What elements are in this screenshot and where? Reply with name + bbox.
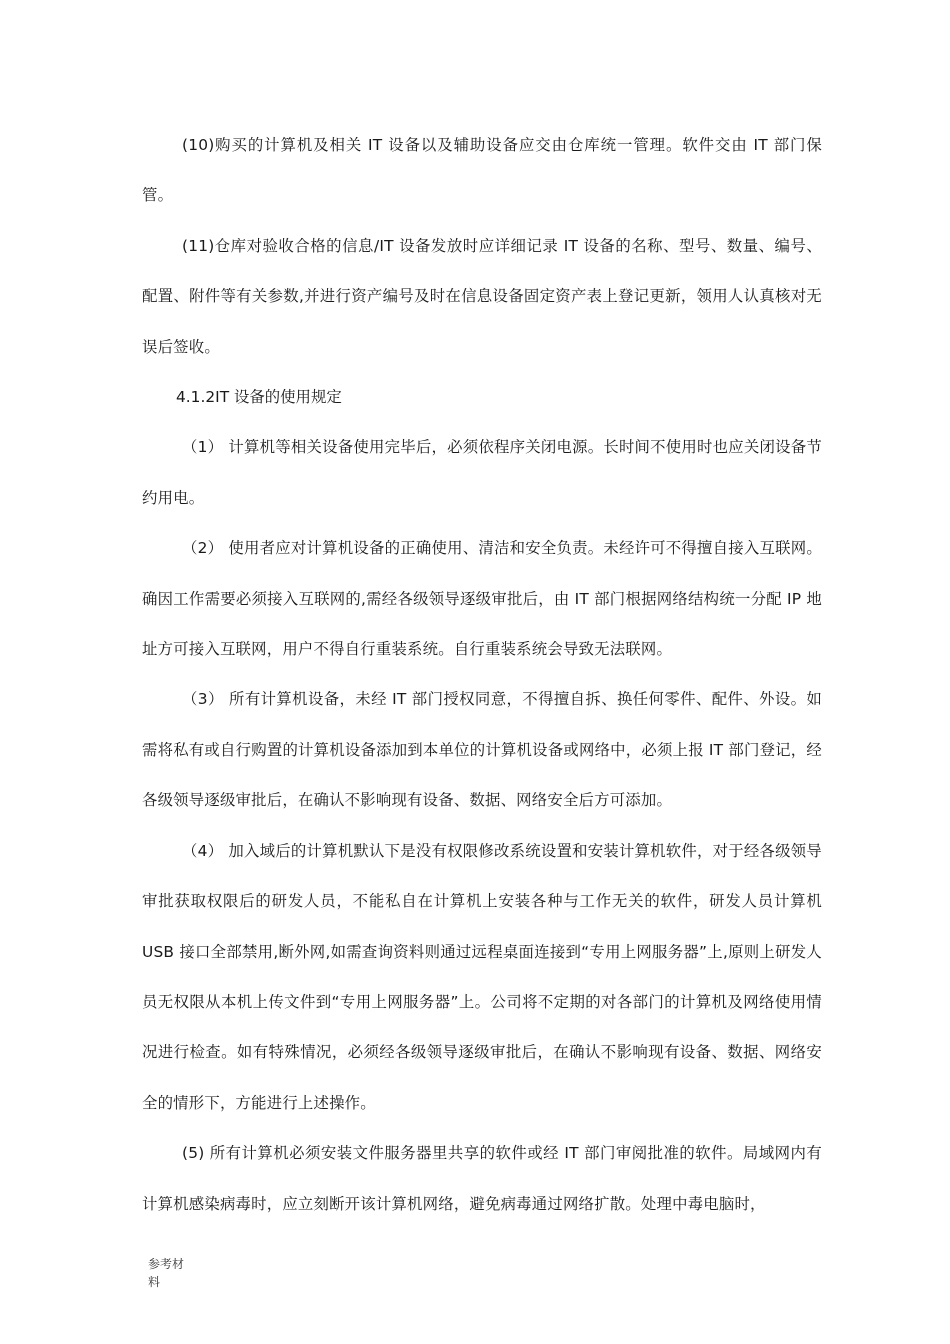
page-footer [148, 1255, 208, 1291]
footer-line: 参考材 [148, 1257, 185, 1271]
paragraph-rule-1: （1） 计算机等相关设备使用完毕后，必须依程序关闭电源。长时间不使用时也应关闭设备节约用电。 [142, 438, 822, 507]
paragraph-rule-2: （2） 使用者应对计算机设备的正确使用、清洁和安全负责。未经许可不得擅自接入互联网。确因工作需要必须接入互联网的,需经各级领导逐级审批后，由 IT 部门根据网络结构统一分配 IP 地址方可接入互联网，用户不得自行重装系统。自行重装系统会导致无法联网。 [142, 539, 822, 659]
footer-line: 料 [148, 1275, 161, 1289]
paragraph-rule-3: （3） 所有计算机设备，未经 IT 部门授权同意，不得擅自拆、换任何零件、配件、外设。如需将私有或自行购置的计算机设备添加到本单位的计算机设备或网络中，必须上报 IT 部门登记，经各级领导逐级审批后，在确认不影响现有设备、数据、网络安全后方可添加。 [142, 690, 822, 810]
paragraph-item-11: (11)仓库对验收合格的信息/IT 设备发放时应详细记录 IT 设备的名称、型号、数量、编号、配置、附件等有关参数,并进行资产编号及时在信息设备固定资产表上登记更新，领用人认真核对无误后签收。 [142, 236, 822, 356]
paragraph-item-10: (10)购买的计算机及相关 IT 设备以及辅助设备应交由仓库统一管理。软件交由 IT 部门保管。 [142, 136, 822, 205]
document-body [142, 120, 822, 1229]
paragraph-rule-4: （4） 加入域后的计算机默认下是没有权限修改系统设置和安装计算机软件，对于经各级领导审批获取权限后的研发人员，不能私自在计算机上安装各种与工作无关的软件，研发人员计算机 USB 接口全部禁用,断外网,如需查询资料则通过远程桌面连接到“专用上网服务器”上,原则上研发人员无权限从本机上传文件到“专用上网服务器”上。公司将不定期的对各部门的计算机及网络使用情况进行检查。如有特殊情况，必须经各级领导逐级审批后，在确认不影响现有设备、数据、网络安全的情形下，方能进行上述操作。 [142, 841, 822, 1112]
paragraph-rule-5: (5) 所有计算机必须安装文件服务器里共享的软件或经 IT 部门审阅批准的软件。局域网内有计算机感染病毒时，应立刻断开该计算机网络，避免病毒通过网络扩散。处理中毒电脑时， [142, 1144, 822, 1213]
section-heading: 4.1.2IT 设备的使用规定 [176, 388, 342, 407]
